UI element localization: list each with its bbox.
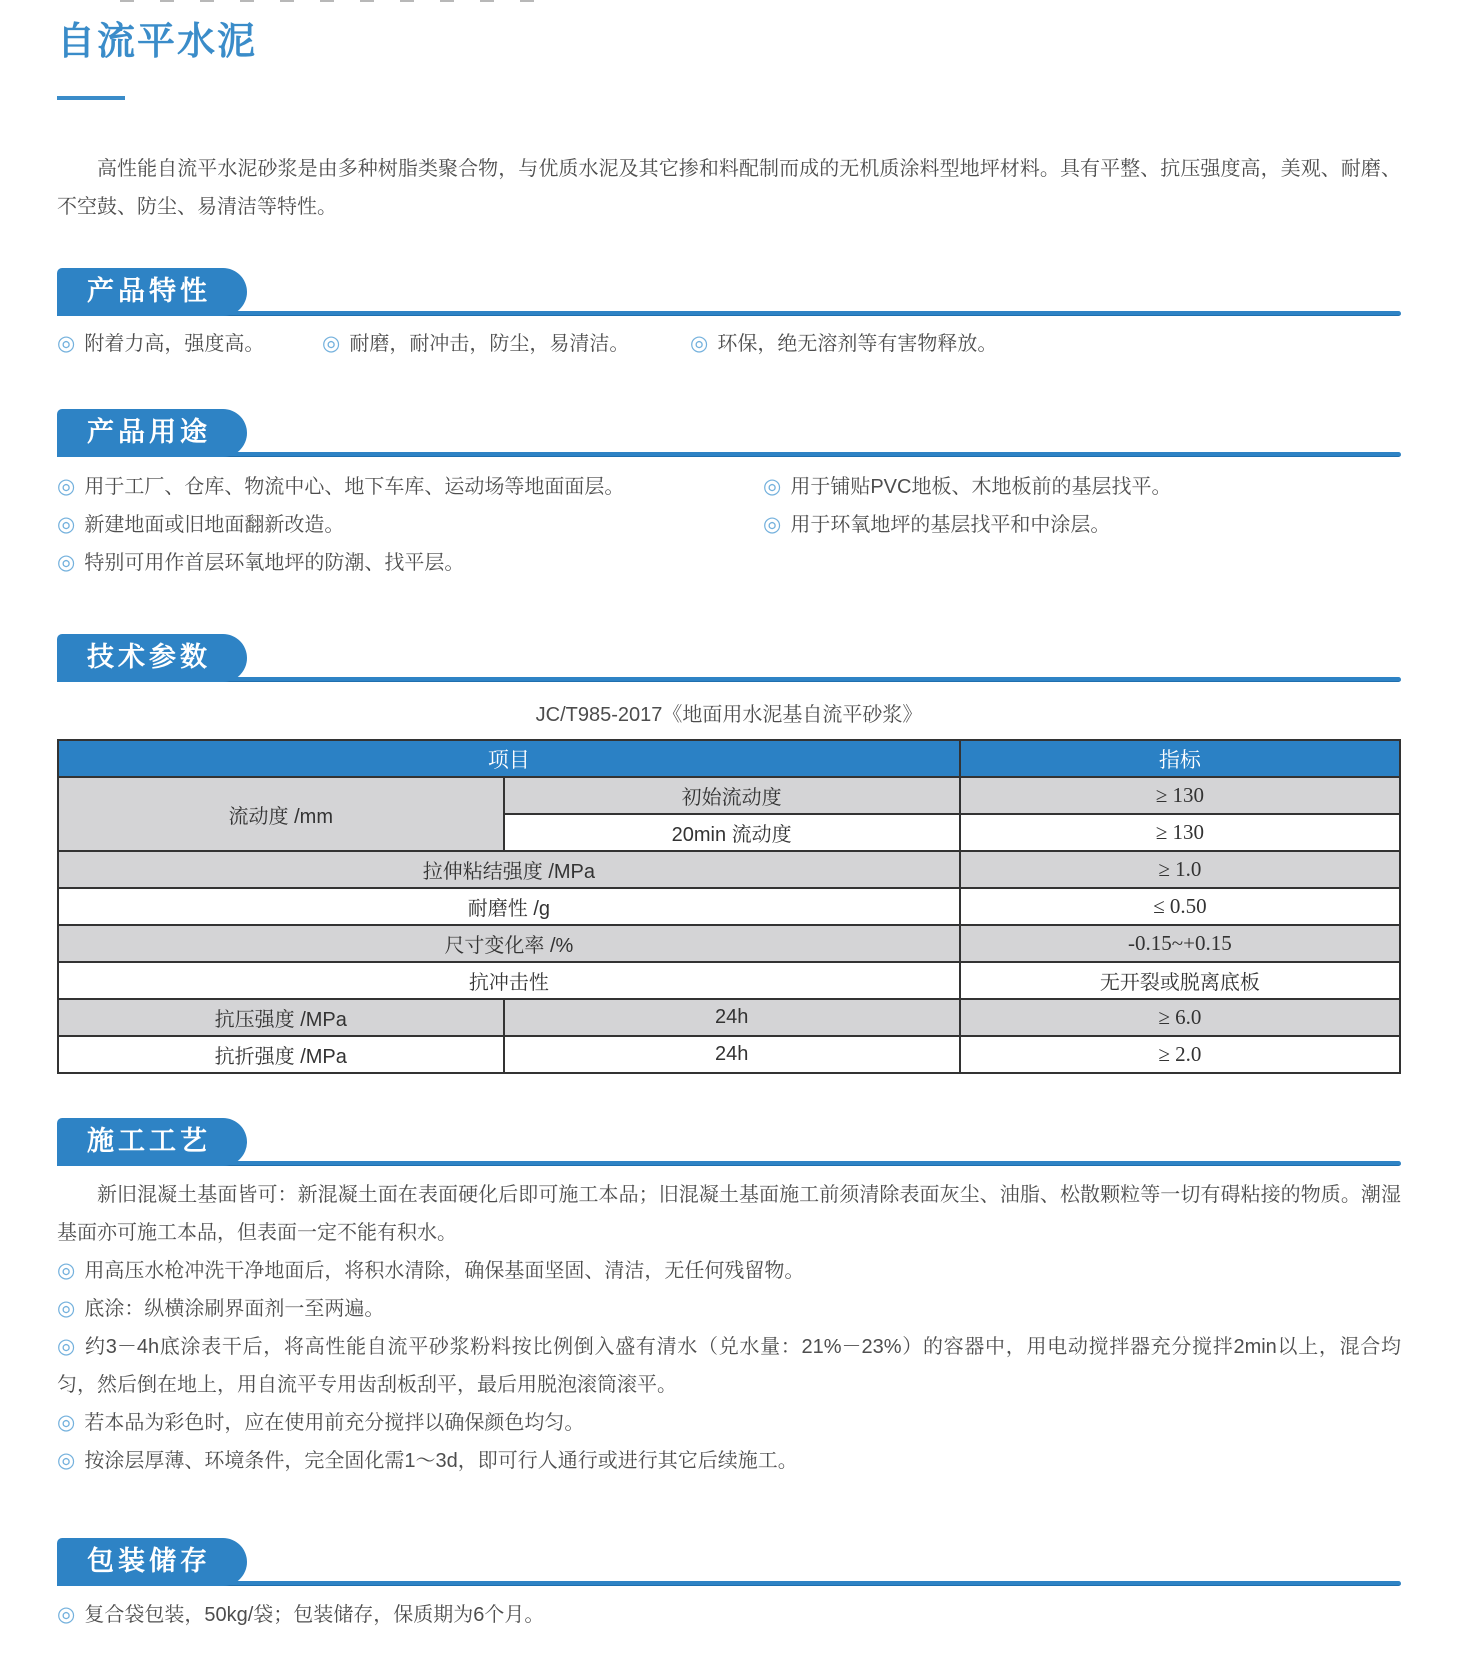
spec-table-header-item: 项目 [58, 740, 960, 777]
spec-cell-sub: 初始流动度 [504, 777, 960, 814]
spec-cell-value: ≤ 0.50 [960, 888, 1400, 925]
section-process [57, 1118, 1401, 1480]
feature-item [322, 325, 690, 363]
use-item-text: 新建地面或旧地面翻新改造。 [84, 514, 345, 536]
title-underline [57, 96, 125, 100]
process-step-text: 底涂：纵横涂刷界面剂一至两遍。 [84, 1298, 385, 1320]
uses-list-left [57, 468, 763, 582]
packaging-item-text: 复合袋包装，50kg/袋；包装储存，保质期为6个月。 [84, 1604, 545, 1626]
spec-table-header-row [58, 740, 1400, 777]
spec-cell-value: ≥ 6.0 [960, 999, 1400, 1036]
bullet-icon: ◎ [57, 475, 76, 498]
process-step [57, 1252, 1401, 1290]
process-step-text: 按涂层厚薄、环境条件，完全固化需1～3d，即可行人通行或进行其它后续施工。 [84, 1450, 798, 1472]
spec-cell-value: ≥ 130 [960, 777, 1400, 814]
use-item-text: 特别可用作首层环氧地坪的防潮、找平层。 [84, 552, 465, 574]
spec-cell-label: 抗冲击性 [58, 962, 960, 999]
use-item [763, 506, 1401, 544]
section-rule [57, 311, 1401, 316]
process-step-text: 约3－4h底涂表干后，将高性能自流平砂浆粉料按比例倒入盛有清水（兑水量：21%－23%）的容器中，用电动搅拌器充分搅拌2min以上，混合均匀，然后倒在地上，用自流平专用齿刮板刮平，最后用脱泡滚筒滚平。 [57, 1336, 1401, 1396]
feature-item-text: 附着力高，强度高。 [84, 333, 265, 355]
bullet-icon: ◎ [690, 332, 709, 355]
process-intro-paragraph: 新旧混凝土基面皆可：新混凝土面在表面硬化后即可施工本品；旧混凝土基面施工前须清除表面灰尘、油脂、松散颗粒等一切有碍粘接的物质。潮湿基面亦可施工本品，但表面一定不能有积水。 [57, 1184, 1401, 1244]
spec-table-caption: JC/T985-2017《地面用水泥基自流平砂浆》 [535, 704, 923, 726]
bullet-icon: ◎ [57, 1411, 76, 1434]
packaging-item [57, 1596, 1401, 1634]
spec-cell-label: 抗压强度 /MPa [58, 999, 504, 1036]
bullet-icon: ◎ [57, 1259, 76, 1282]
bullet-icon: ◎ [763, 513, 782, 536]
spec-table [57, 739, 1401, 1074]
section-head-uses [57, 409, 1401, 457]
bullet-icon: ◎ [57, 1335, 77, 1358]
spec-cell-sub: 24h [504, 1036, 960, 1073]
uses-list [57, 468, 1401, 582]
packaging-list [57, 1596, 1401, 1634]
spec-cell-label: 尺寸变化率 /% [58, 925, 960, 962]
bullet-icon: ◎ [57, 1603, 76, 1626]
intro-paragraph: 高性能自流平水泥砂浆是由多种树脂类聚合物，与优质水泥及其它掺和料配制而成的无机质涂料型地坪材料。具有平整、抗压强度高，美观、耐磨、不空鼓、防尘、易清洁等特性。 [57, 158, 1401, 218]
feature-item [57, 325, 322, 363]
process-step [57, 1328, 1401, 1404]
section-packaging [57, 1538, 1401, 1634]
spec-cell-sub: 20min 流动度 [504, 814, 960, 851]
process-step [57, 1404, 1401, 1442]
bullet-icon: ◎ [57, 551, 76, 574]
section-tab-packaging-label: 包装储存 [87, 1546, 211, 1576]
section-rule [57, 452, 1401, 457]
spec-cell-group: 流动度 /mm [58, 777, 504, 851]
spec-cell-label: 抗折强度 /MPa [58, 1036, 504, 1073]
section-tab-features [57, 268, 247, 316]
table-row [58, 962, 1400, 999]
use-item [57, 468, 763, 506]
table-row [58, 925, 1400, 962]
feature-item-text: 环保，绝无溶剂等有害物释放。 [717, 333, 998, 355]
section-rule [57, 1161, 1401, 1166]
process-steps-list [57, 1252, 1401, 1480]
table-row [58, 851, 1400, 888]
section-tab-tech-label: 技术参数 [87, 642, 211, 672]
section-head-packaging [57, 1538, 1401, 1586]
section-tab-tech [57, 634, 247, 682]
spec-table-header-index: 指标 [960, 740, 1400, 777]
bullet-icon: ◎ [322, 332, 341, 355]
section-tab-process-label: 施工工艺 [87, 1126, 211, 1156]
spec-cell-value: -0.15~+0.15 [960, 925, 1400, 962]
use-item-text: 用于铺贴PVC地板、木地板前的基层找平。 [790, 476, 1172, 498]
use-item [763, 468, 1401, 506]
bullet-icon: ◎ [57, 332, 76, 355]
uses-list-right [763, 468, 1401, 582]
table-row [58, 1036, 1400, 1073]
cropped-page-artifact [120, 0, 550, 2]
feature-item [690, 325, 1401, 363]
use-item-text: 用于环氧地坪的基层找平和中涂层。 [790, 514, 1111, 536]
section-head-tech [57, 634, 1401, 682]
section-tab-process [57, 1118, 247, 1166]
section-tech [57, 634, 1401, 1074]
process-step-text: 用高压水枪冲洗干净地面后，将积水清除，确保基面坚固、清洁，无任何残留物。 [84, 1260, 805, 1282]
use-item [57, 506, 763, 544]
section-head-features [57, 268, 1401, 316]
table-row [58, 888, 1400, 925]
section-uses [57, 409, 1401, 582]
spec-cell-label: 拉伸粘结强度 /MPa [58, 851, 960, 888]
section-tab-packaging [57, 1538, 247, 1586]
process-step-text: 若本品为彩色时，应在使用前充分搅拌以确保颜色均匀。 [84, 1412, 585, 1434]
table-row [58, 999, 1400, 1036]
section-rule [57, 1581, 1401, 1586]
spec-cell-value: ≥ 1.0 [960, 851, 1400, 888]
spec-cell-value: ≥ 130 [960, 814, 1400, 851]
section-rule [57, 677, 1401, 682]
section-head-process [57, 1118, 1401, 1166]
spec-cell-value: ≥ 2.0 [960, 1036, 1400, 1073]
page-title: 自流平水泥 [57, 21, 258, 63]
spec-cell-sub: 24h [504, 999, 960, 1036]
spec-cell-label: 耐磨性 /g [58, 888, 960, 925]
features-list [57, 325, 1401, 363]
use-item [57, 544, 763, 582]
section-tab-uses-label: 产品用途 [87, 417, 211, 447]
section-tab-uses [57, 409, 247, 457]
process-step [57, 1442, 1401, 1480]
use-item-text: 用于工厂、仓库、物流中心、地下车库、运动场等地面面层。 [84, 476, 625, 498]
section-tab-features-label: 产品特性 [87, 276, 211, 306]
process-step [57, 1290, 1401, 1328]
spec-cell-value: 无开裂或脱离底板 [960, 962, 1400, 999]
bullet-icon: ◎ [57, 513, 76, 536]
bullet-icon: ◎ [57, 1297, 76, 1320]
feature-item-text: 耐磨，耐冲击，防尘，易清洁。 [349, 333, 630, 355]
section-features [57, 268, 1401, 363]
table-row [58, 777, 1400, 814]
bullet-icon: ◎ [57, 1449, 76, 1472]
bullet-icon: ◎ [763, 475, 782, 498]
